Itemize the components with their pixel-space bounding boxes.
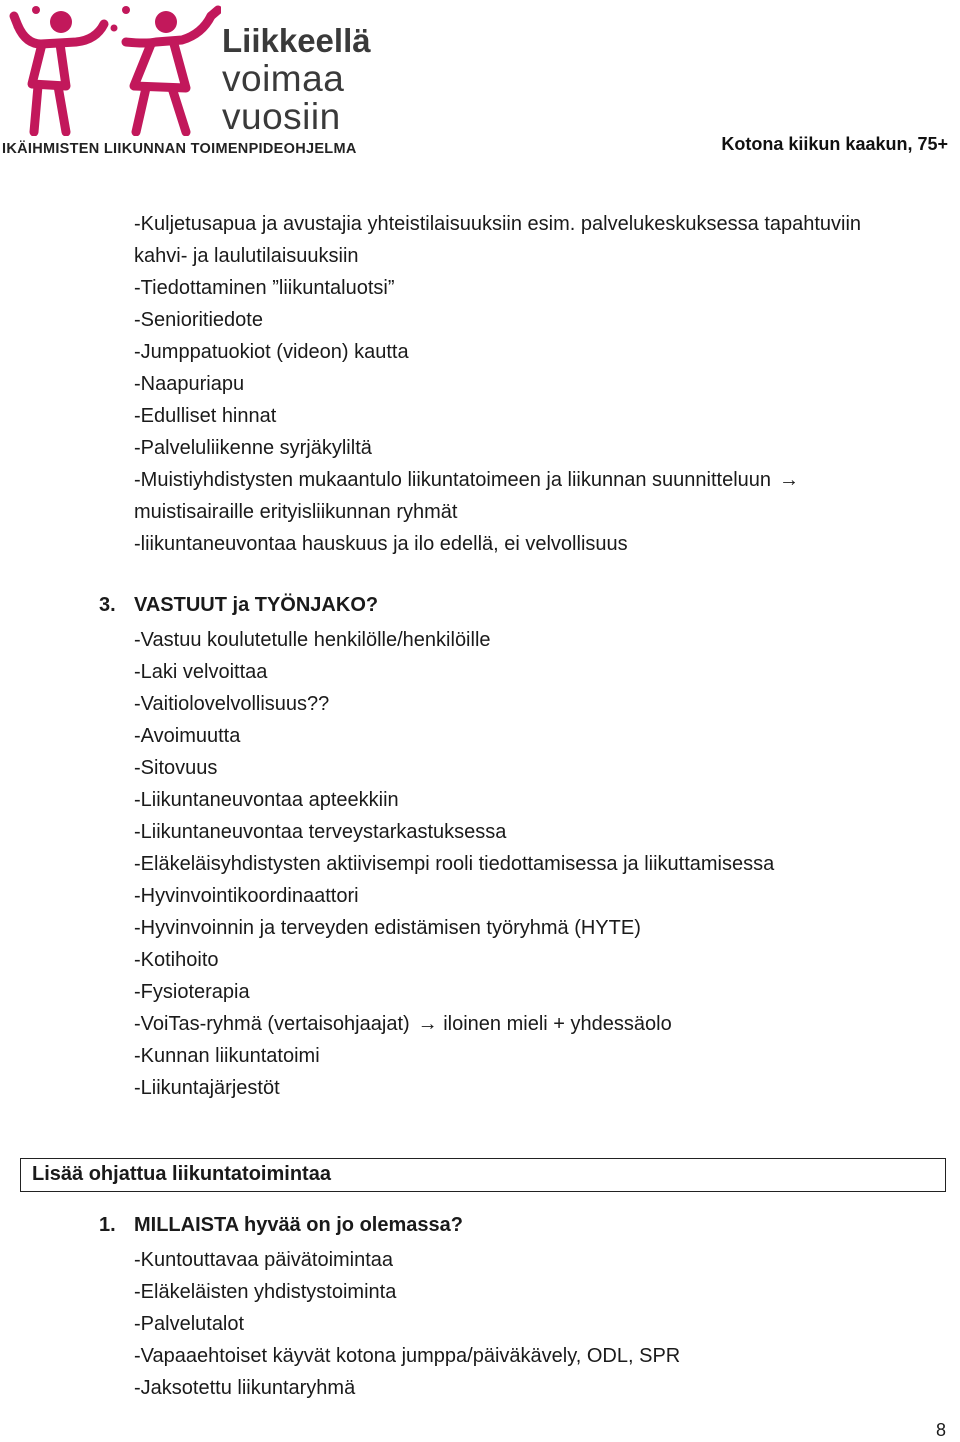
logo-title [222,22,371,136]
list-item: -Jaksotettu liikuntaryhmä [134,1377,356,1399]
section-number: 3. [99,594,116,616]
list-item: -Naapuriapu [134,373,245,395]
list-item: -Vapaaehtoiset käyvät kotona jumppa/päiväkävely, ODL, SPR [134,1345,681,1367]
section-1-heading [99,1214,463,1237]
list-item: -Kuljetusapua ja avustajia yhteistilaisuuksiin esim. palvelukeskuksessa tapahtuviin [134,213,862,235]
section-1-list [134,1244,924,1404]
list-item: -Kuntouttavaa päivätoimintaa [134,1249,394,1271]
list-item: -Kotihoito [134,949,219,971]
section-3-heading [99,594,378,617]
section-number: 1. [99,1214,116,1236]
list-item: -Fysioterapia [134,981,250,1003]
list-item: -Hyvinvoinnin ja terveyden edistämisen työryhmä (HYTE) [134,917,641,939]
list-item: -Vastuu koulutetulle henkilölle/henkilöille [134,629,491,651]
section-title: MILLAISTA hyvää on jo olemassa? [134,1214,463,1236]
list-item-with-arrow [134,464,924,496]
list-item: -Liikuntajärjestöt [134,1077,280,1099]
list-item: -Hyvinvointikoordinaattori [134,885,359,907]
list-item: -Palveluliikenne syrjäkyliltä [134,437,372,459]
list-item: -Eläkeläisyhdistysten aktiivisempi rooli tiedottamisessa ja liikuttamisessa [134,853,775,875]
section-title: VASTUUT ja TYÖNJAKO? [134,594,379,616]
list-item: -Sitovuus [134,757,218,779]
boxed-section-heading: Lisää ohjattua liikuntatoimintaa [20,1158,946,1192]
list-item: -Laki velvoittaa [134,661,268,683]
list-item: -Edulliset hinnat [134,405,277,427]
section-3-list [134,624,924,1104]
list-item: -Senioritiedote [134,309,263,331]
list-item: -Avoimuutta [134,725,241,747]
list-item-text: -Muistiyhdistysten mukaantulo liikuntatoimeen ja liikunnan suunnitteluun [134,469,772,491]
list-item-suffix: iloinen mieli + yhdessäolo [443,1013,672,1035]
logo-title-line3: vuosiin [222,96,341,137]
list-item: -Tiedottaminen ”liikuntaluotsi” [134,277,395,299]
dancing-figures-logo-icon [6,4,221,136]
list-item: -Liikuntaneuvontaa terveystarkastuksessa [134,821,507,843]
list-item-with-arrow [134,1008,924,1040]
header-document-title: Kotona kiikun kaakun, 75+ [721,134,948,154]
list-item: -Liikuntaneuvontaa apteekkiin [134,789,399,811]
list-item: -Kunnan liikuntatoimi [134,1045,320,1067]
arrow-right-icon: → [417,1013,438,1035]
list-item: -Eläkeläisten yhdistystoiminta [134,1281,397,1303]
page-number: 8 [935,1420,946,1440]
logo-subtitle: IKÄIHMISTEN LIIKUNNAN TOIMENPIDEOHJELMA [2,141,357,157]
list-item: -Vaitiolovelvollisuus?? [134,693,330,715]
list-item-text: -VoiTas-ryhmä (vertaisohjaajat) [134,1013,410,1035]
top-list [134,208,924,560]
logo-title-line1: Liikkeellä [222,22,371,59]
arrow-right-icon: → [779,469,800,491]
list-item: -Jumppatuokiot (videon) kautta [134,341,409,363]
list-item: -liikuntaneuvontaa hauskuus ja ilo edellä, ei velvollisuus [134,533,628,555]
list-item: kahvi- ja laulutilaisuuksiin [134,245,359,267]
list-item: -Palvelutalot [134,1313,245,1335]
program-logo [0,0,380,160]
list-item: muistisairaille erityisliikunnan ryhmät [134,501,458,523]
logo-title-line2: voimaa [222,58,345,99]
